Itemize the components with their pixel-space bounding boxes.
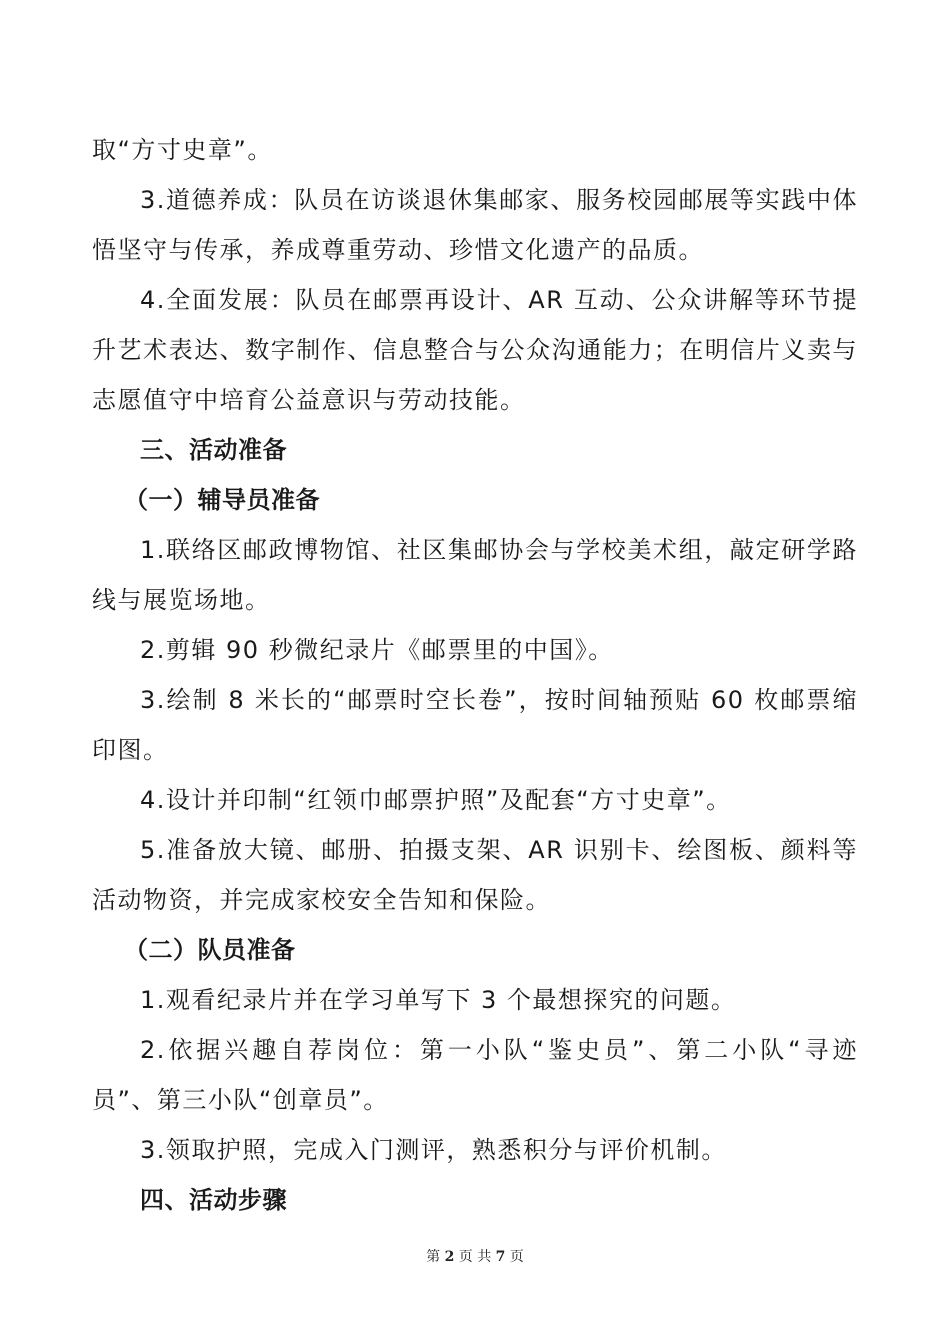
- paragraph-line: 5.准备放大镜、邮册、拍摄支架、AR 识别卡、绘图板、颜料等: [140, 836, 858, 864]
- paragraph-line: 3.道德养成：队员在访谈退休集邮家、服务校园邮展等实践中体: [140, 186, 858, 214]
- paragraph-line: 活动物资，并完成家校安全告知和保险。: [92, 886, 551, 914]
- footer-prefix: 第: [426, 1249, 441, 1265]
- footer-middle: 页 共: [458, 1249, 492, 1265]
- current-page-number: 2: [444, 1249, 455, 1265]
- page-footer: [0, 1246, 950, 1266]
- paragraph-line: 志愿值守中培育公益意识与劳动技能。: [92, 386, 526, 414]
- section-heading: 四、活动步骤: [140, 1186, 287, 1214]
- paragraph-line: 1.观看纪录片并在学习单写下 3 个最想探究的问题。: [140, 986, 737, 1014]
- paragraph-line: 悟坚守与传承，养成尊重劳动、珍惜文化遗产的品质。: [92, 236, 704, 264]
- paragraph-line: 员”、第三小队“创章员”。: [92, 1086, 389, 1114]
- subsection-heading: （一）辅导员准备: [124, 486, 320, 514]
- subsection-heading: （二）队员准备: [124, 936, 296, 964]
- section-heading: 三、活动准备: [140, 436, 287, 464]
- paragraph-line: 升艺术表达、数字制作、信息整合与公众沟通能力；在明信片义卖与: [92, 336, 858, 364]
- paragraph-line: 3.绘制 8 米长的“邮票时空长卷”，按时间轴预贴 60 枚邮票缩: [140, 686, 858, 714]
- paragraph-line: 3.领取护照，完成入门测评，熟悉积分与评价机制。: [140, 1136, 727, 1164]
- paragraph-line: 2.剪辑 90 秒微纪录片《邮票里的中国》。: [140, 636, 614, 664]
- paragraph-line: 1.联络区邮政博物馆、社区集邮协会与学校美术组，敲定研学路: [140, 536, 858, 564]
- paragraph-line: 4.全面发展：队员在邮票再设计、AR 互动、公众讲解等环节提: [140, 286, 858, 314]
- paragraph-line: 线与展览场地。: [92, 586, 271, 614]
- total-page-number: 7: [495, 1249, 506, 1265]
- paragraph-line: 印图。: [92, 736, 169, 764]
- paragraph-line: 4.设计并印制“红领巾邮票护照”及配套“方寸史章”。: [140, 786, 732, 814]
- paragraph-line: 取“方寸史章”。: [92, 136, 273, 164]
- footer-suffix: 页: [509, 1249, 524, 1265]
- paragraph-line: 2.依据兴趣自荐岗位：第一小队“鉴史员”、第二小队“寻迹: [140, 1036, 858, 1064]
